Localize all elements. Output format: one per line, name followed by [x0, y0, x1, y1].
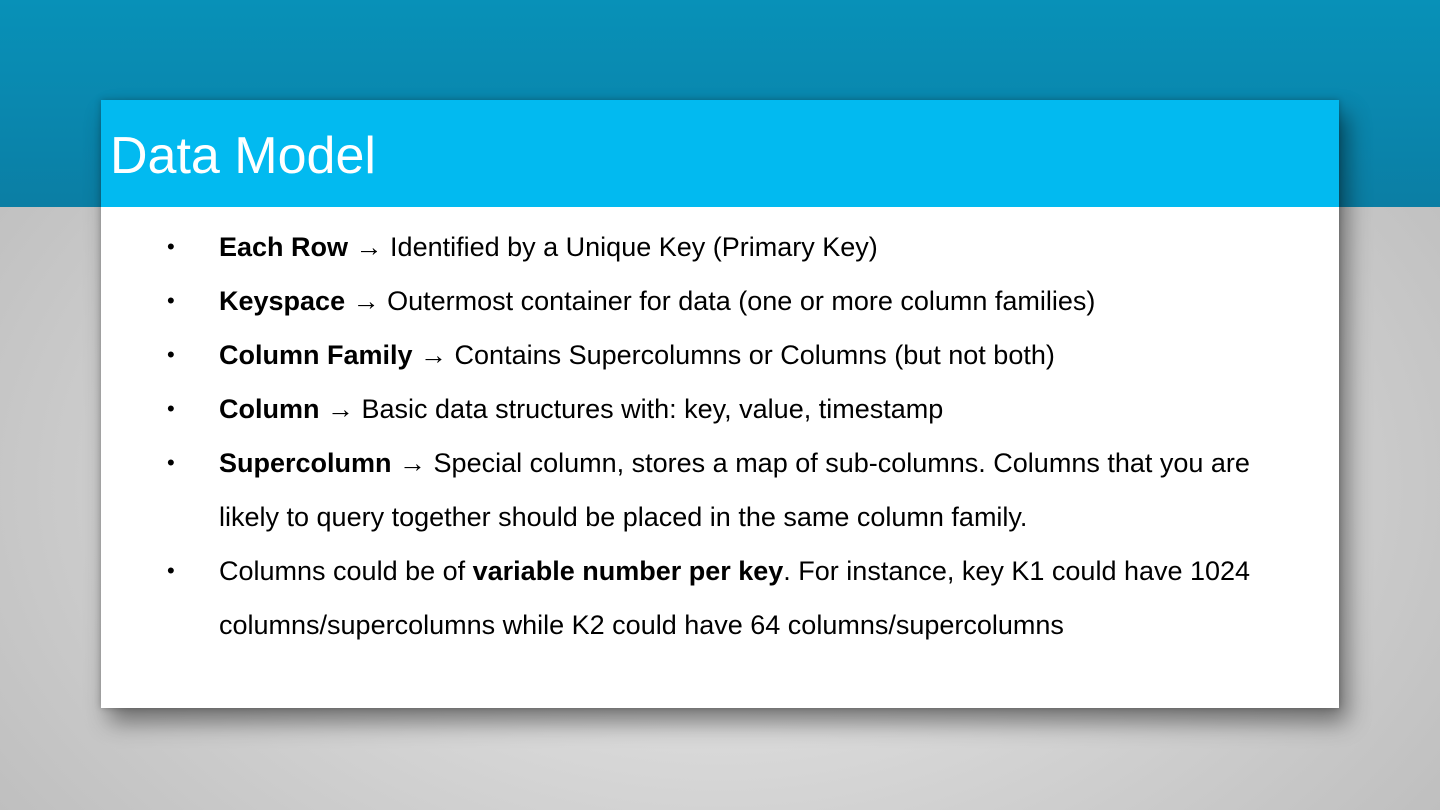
bullet-text-pre: Columns could be of [219, 556, 473, 586]
bullet-dot: • [167, 234, 175, 259]
bullet-item-column-family [101, 328, 1339, 382]
arrow: → [412, 340, 455, 370]
bullet-item-variable-columns [101, 544, 1339, 652]
bullet-item-each-row [101, 220, 1339, 274]
bullet-text-post: . For instance, key K1 could have 1024 columns/supercolumns while K2 could have 64 columns/supercolumns [219, 556, 1251, 640]
bullet-term: Each Row [219, 232, 349, 262]
bullet-dot: • [167, 288, 175, 313]
bullet-term: Column Family [219, 340, 413, 370]
bullet-text: Contains Supercolumns or Columns (but not both) [454, 340, 1055, 370]
arrow: → [345, 286, 388, 316]
bullet-bold-phrase: variable number per key [472, 556, 784, 586]
bullet-list [101, 220, 1339, 652]
bullet-item-column [101, 382, 1339, 436]
bullet-term: Supercolumn [219, 448, 392, 478]
slide [101, 100, 1339, 708]
bullet-dot: • [167, 396, 175, 421]
bullet-term: Column [219, 394, 320, 424]
bullet-text: Outermost container for data (one or more column families) [387, 286, 1096, 316]
arrow: → [319, 394, 362, 424]
bullet-text: Special column, stores a map of sub-columns. Columns that you are likely to query together should be placed in the same column family. [219, 448, 1250, 532]
bullet-term: Keyspace [219, 286, 346, 316]
bullet-text: Identified by a Unique Key (Primary Key) [390, 232, 878, 262]
slide-header [101, 100, 1339, 207]
arrow: → [391, 448, 434, 478]
bullet-dot: • [167, 450, 175, 475]
bullet-dot: • [167, 342, 175, 367]
slide-title: Data Model [110, 127, 376, 185]
bullet-text: Basic data structures with: key, value, timestamp [361, 394, 944, 424]
arrow: → [348, 232, 391, 262]
bullet-item-keyspace [101, 274, 1339, 328]
bullet-item-supercolumn [101, 436, 1339, 544]
bullet-dot: • [167, 558, 175, 583]
